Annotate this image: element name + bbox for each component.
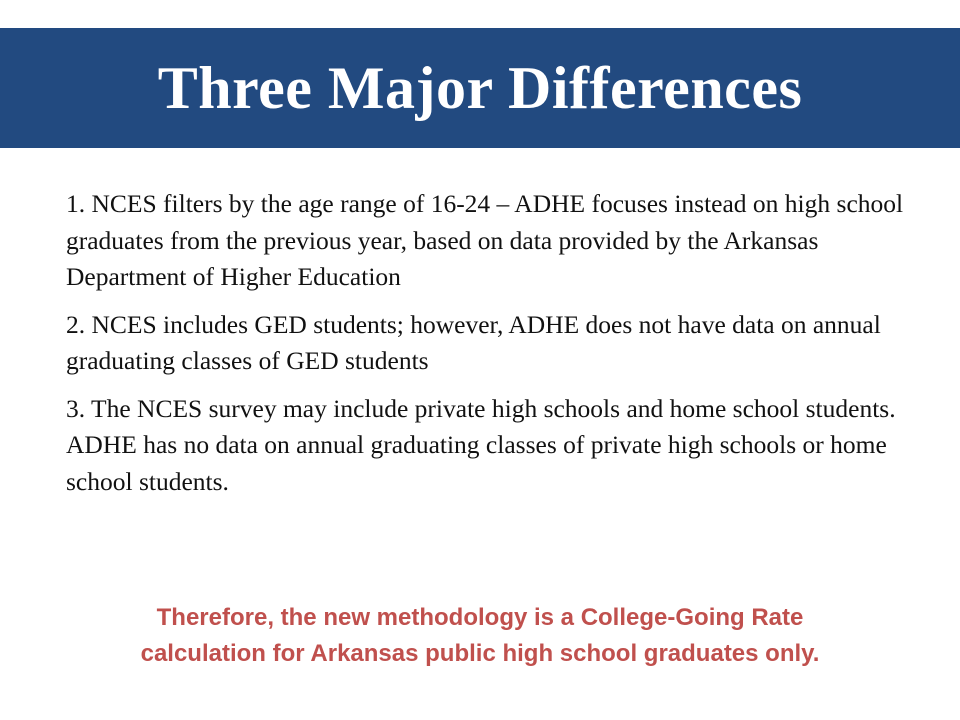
slide-title: Three Major Differences <box>157 55 803 121</box>
difference-item-2: 2. NCES includes GED students; however, ADHE does not have data on annual graduating classes of GED students <box>66 309 881 375</box>
conclusion-text <box>40 600 920 672</box>
conclusion-line-2: calculation for Arkansas public high school graduates only. <box>140 640 820 667</box>
difference-item-1: 1. NCES filters by the age range of 16-24 – ADHE focuses instead on high school graduates from the previous year, based on data provided by the Arkansas Department of Higher Education <box>66 189 904 291</box>
title-bar <box>0 28 960 148</box>
differences-list <box>66 186 906 511</box>
difference-item-3: 3. The NCES survey may include private high schools and home school students. ADHE has no data on annual graduating classes of private high schools or home school students. <box>66 393 896 496</box>
conclusion-line-1: Therefore, the new methodology is a College-Going Rate <box>156 604 804 631</box>
